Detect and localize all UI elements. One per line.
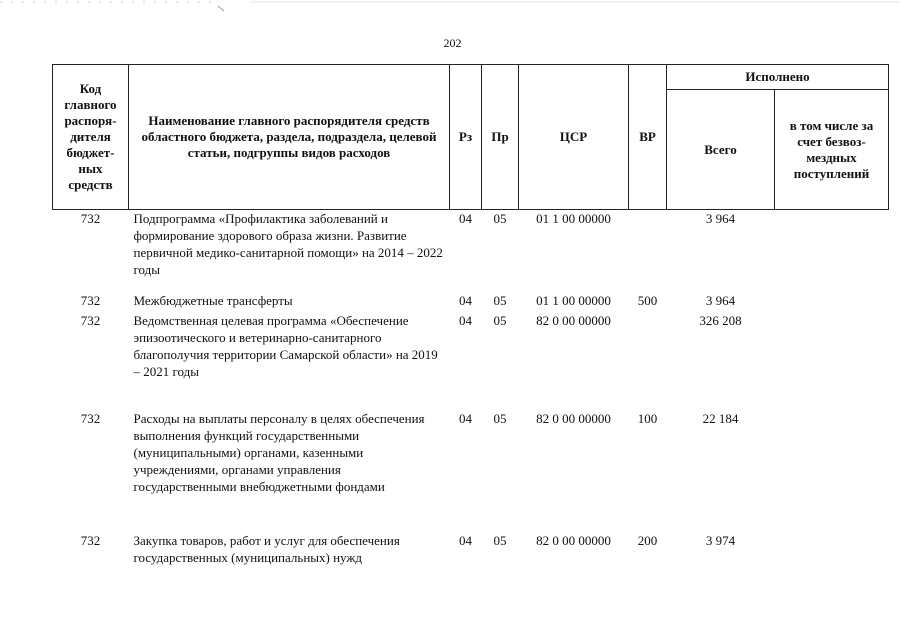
row-vr bbox=[629, 210, 667, 292]
page-number: 202 bbox=[443, 36, 462, 50]
header-vr: ВР bbox=[629, 65, 667, 210]
row-csr: 82 0 00 00000 bbox=[536, 410, 611, 426]
table-row bbox=[53, 292, 889, 312]
row-vr bbox=[629, 312, 667, 410]
table-body bbox=[53, 210, 889, 592]
header-pr: Пр bbox=[482, 65, 519, 210]
row-vr: 200 bbox=[637, 532, 658, 548]
row-pr: 05 bbox=[493, 211, 507, 226]
row-vr: 500 bbox=[637, 292, 658, 308]
table-header bbox=[53, 65, 889, 210]
row-code: 732 bbox=[80, 292, 101, 308]
row-code: 732 bbox=[80, 312, 101, 328]
row-total: 3 964 bbox=[705, 211, 736, 226]
row-name: Межбюджетные трансферты bbox=[133, 292, 293, 308]
row-code: 732 bbox=[80, 410, 101, 426]
row-pr: 05 bbox=[493, 410, 507, 426]
row-name: Ведомственная целевая программа «Обеспечение эпизоотического и ветеринарно-санитарного благополучия территории Самарской области» на 2019 – 2021 годы bbox=[133, 312, 438, 379]
header-total: Всего bbox=[667, 90, 775, 210]
row-free bbox=[775, 410, 889, 532]
row-csr: 82 0 00 00000 bbox=[536, 312, 611, 328]
header-name: Наименование главного распорядителя средств областного бюджета, раздела, подраздела, целевой статьи, подгруппы видов расходов bbox=[129, 65, 450, 210]
row-rz: 04 bbox=[459, 211, 472, 226]
row-free bbox=[775, 210, 889, 292]
row-vr: 100 bbox=[637, 410, 658, 426]
header-free: в том числе за счет безвоз-мездных поступлений bbox=[775, 90, 889, 210]
row-pr: 05 bbox=[493, 532, 507, 548]
row-csr: 01 1 00 00000 bbox=[536, 292, 611, 308]
row-total: 3 974 bbox=[705, 532, 736, 548]
row-rz: 04 bbox=[459, 410, 472, 426]
row-name: Закупка товаров, работ и услуг для обеспечения государственных (муниципальных) нужд bbox=[133, 532, 400, 565]
row-total: 22 184 bbox=[702, 410, 739, 426]
header-executed: Исполнено bbox=[667, 65, 889, 90]
header-code: Код главного распоря-дителя бюджет-ных средств bbox=[53, 65, 129, 210]
row-pr: 05 bbox=[493, 312, 507, 328]
row-csr: 01 1 00 00000 bbox=[536, 211, 611, 226]
row-rz: 04 bbox=[459, 312, 472, 328]
table-row bbox=[53, 410, 889, 532]
row-name: Расходы на выплаты персоналу в целях обеспечения выполнения функций государственными (муниципальными) органами, казенными учреждениями, органами управления государственными внебюджетными фондами bbox=[133, 410, 425, 494]
budget-table bbox=[52, 64, 889, 592]
header-csr: ЦСР bbox=[519, 65, 629, 210]
row-code: 732 bbox=[80, 532, 101, 548]
row-name: Подпрограмма «Профилактика заболеваний и формирование здорового образа жизни. Развитие первичной медико-санитарной помощи» на 2014 – 2022 годы bbox=[133, 211, 443, 277]
row-csr: 82 0 00 00000 bbox=[536, 532, 611, 548]
row-code: 732 bbox=[80, 211, 101, 226]
row-total: 3 964 bbox=[705, 292, 736, 308]
row-rz: 04 bbox=[459, 292, 472, 308]
header-rz: Рз bbox=[450, 65, 482, 210]
row-rz: 04 bbox=[459, 532, 472, 548]
row-pr: 05 bbox=[493, 292, 507, 308]
row-free bbox=[775, 292, 889, 312]
scan-artifact-marks bbox=[0, 0, 905, 12]
table-row bbox=[53, 312, 889, 410]
row-free bbox=[775, 312, 889, 410]
table-row bbox=[53, 532, 889, 592]
table-row bbox=[53, 210, 889, 292]
row-total: 326 208 bbox=[699, 312, 742, 328]
row-free bbox=[775, 532, 889, 592]
